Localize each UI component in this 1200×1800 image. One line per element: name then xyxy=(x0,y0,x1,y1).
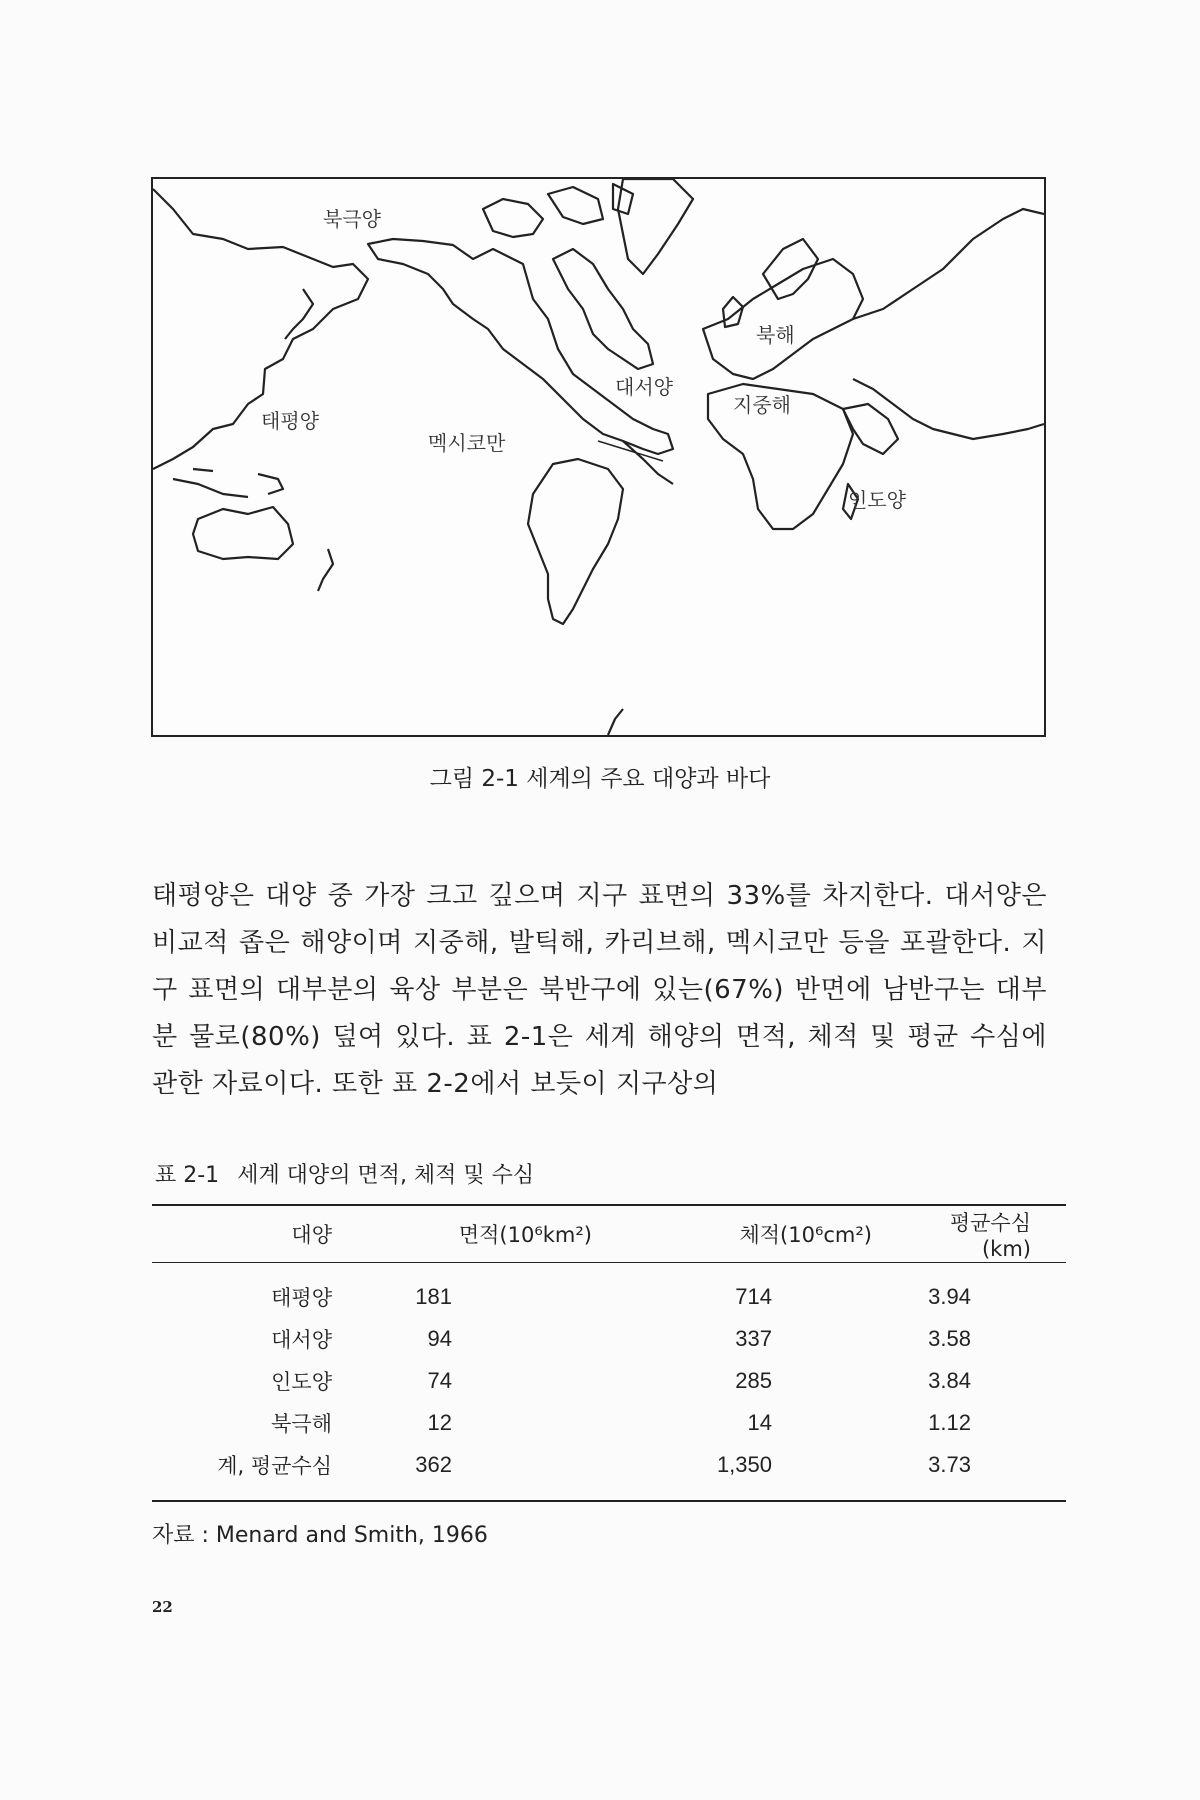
label-north-sea: 북해 xyxy=(756,323,795,347)
cell-area: 362 xyxy=(415,1452,452,1477)
page-number: 22 xyxy=(152,1598,173,1616)
cell-volume: 337 xyxy=(735,1326,772,1351)
cell-volume: 14 xyxy=(747,1410,772,1435)
table-title xyxy=(155,1158,534,1189)
body-paragraph: 태평양은 대양 중 가장 크고 깊으며 지구 표면의 33%를 차지한다. 대서양은 비교적 좁은 해양이며 지중해, 발틱해, 카리브해, 멕시코만 등을 포괄한다. 지구 표면의 대부분의 육상 부분은 북반구에 있는(67%) 반면에 남반구는 대부분 물로(80%) 덮여 있다. 표 2-1은 세계 해양의 면적, 체적 및 평균 수심에 관한 자료이다. 또한 표 2-2에서 보듯이 지구상의 xyxy=(152,881,1047,1099)
cell-depth: 3.84 xyxy=(928,1368,971,1393)
label-indian-ocean: 인도양 xyxy=(848,488,906,512)
south-america xyxy=(528,459,623,624)
cell-ocean: 인도양 xyxy=(271,1370,332,1394)
table-bottom-rule xyxy=(152,1500,1066,1502)
header-ocean: 대양 xyxy=(291,1223,332,1247)
table-row-total xyxy=(152,1444,1066,1486)
cell-depth: 3.58 xyxy=(928,1326,971,1351)
cell-depth: 3.73 xyxy=(928,1452,971,1477)
australia xyxy=(193,507,293,559)
cell-area: 94 xyxy=(427,1326,452,1351)
central-america xyxy=(623,441,673,484)
arctic-islands xyxy=(483,184,633,237)
cell-area: 74 xyxy=(427,1368,452,1393)
table-header-row xyxy=(152,1206,1066,1262)
antarctica-tip xyxy=(608,709,623,735)
figure-caption: 그림 2-1 세계의 주요 대양과 바다 xyxy=(429,766,771,792)
table-row xyxy=(152,1360,1066,1402)
cell-volume: 714 xyxy=(735,1284,772,1309)
cell-area: 12 xyxy=(427,1410,452,1435)
cell-ocean: 북극해 xyxy=(271,1412,332,1436)
cell-volume: 1,350 xyxy=(716,1452,772,1477)
table-source: 자료 : Menard and Smith, 1966 xyxy=(152,1523,488,1548)
cell-ocean: 대서양 xyxy=(271,1328,332,1352)
cell-depth: 3.94 xyxy=(928,1284,971,1309)
indonesia xyxy=(173,469,283,497)
cell-depth: 1.12 xyxy=(928,1410,971,1435)
ocean-data-table xyxy=(152,1206,1066,1486)
label-arctic-ocean: 북극양 xyxy=(323,207,381,231)
table-row xyxy=(152,1318,1066,1360)
table-row xyxy=(152,1402,1066,1444)
uk xyxy=(723,297,743,327)
table-number: 표 2-1 xyxy=(155,1163,220,1188)
header-area: 면적(10⁶km²) xyxy=(458,1223,592,1247)
north-america xyxy=(368,239,673,454)
asia-east xyxy=(853,209,1044,439)
label-atlantic-ocean: 대서양 xyxy=(615,375,673,399)
label-pacific-ocean: 태평양 xyxy=(261,409,319,433)
label-mediterranean-sea: 지중해 xyxy=(733,393,791,417)
scandinavia xyxy=(763,239,818,299)
label-gulf-of-mexico: 멕시코만 xyxy=(428,431,506,455)
table-caption: 세계 대양의 면적, 체적 및 수심 xyxy=(237,1163,535,1188)
cell-ocean: 태평양 xyxy=(271,1286,332,1310)
cell-area: 181 xyxy=(415,1284,452,1309)
world-map-outline xyxy=(153,179,1044,735)
new-zealand xyxy=(318,549,333,591)
cell-ocean: 계, 평균수심 xyxy=(217,1454,332,1478)
header-volume: 체적(10⁶cm²) xyxy=(739,1223,872,1247)
table-row xyxy=(152,1262,1066,1318)
canada-east xyxy=(553,249,653,369)
header-depth: 평균수심(km) xyxy=(949,1211,1031,1261)
cell-volume: 285 xyxy=(735,1368,772,1393)
world-map-figure xyxy=(151,177,1046,737)
